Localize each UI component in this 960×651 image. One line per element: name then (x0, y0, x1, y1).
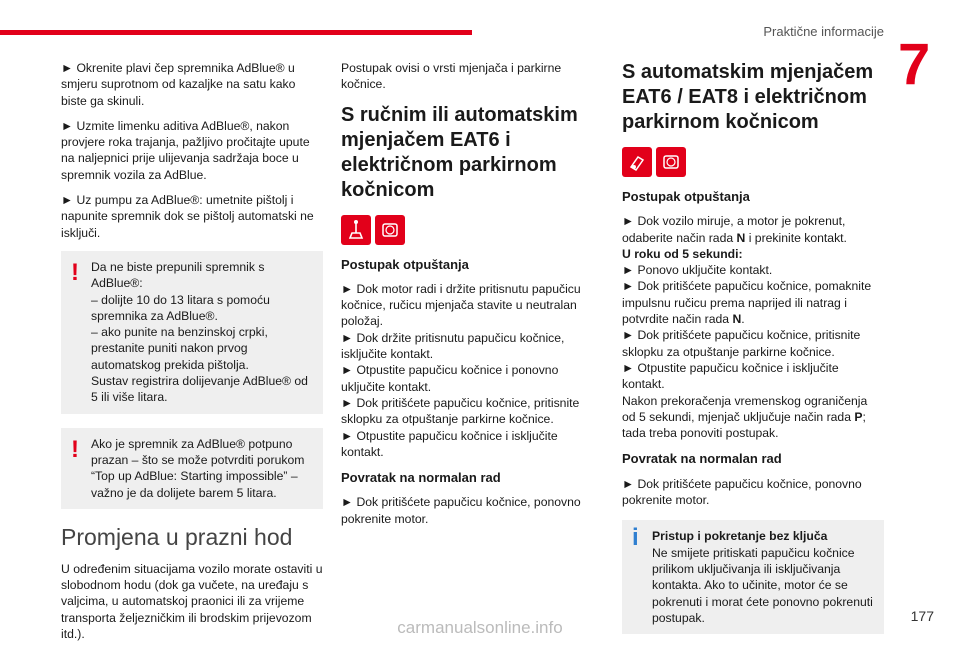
step-text: Nakon prekoračenja vremenskog ograničenja od 5 sekundi, mjenjač uključuje način rada (622, 393, 868, 424)
page-number: 177 (910, 608, 934, 624)
warning-line: – dolijte 10 do 13 litara s pomoću spremnika za AdBlue®. (91, 292, 270, 323)
step: ► Otpustite papučicu kočnice i ponovno uključite kontakt. (341, 363, 559, 394)
paragraph (622, 393, 884, 442)
chapter-number: 7 (898, 32, 931, 97)
info-title: Pristup i pokretanje bez ključa (652, 529, 828, 544)
step: ► Ponovo uključite kontakt. (622, 263, 773, 278)
column-right (622, 60, 884, 646)
paragraph: ► Uzmite limenku aditiva AdBlue®, nakon provjere roka trajanja, pažljivo pročitajte upute na naljepnici prije ulijevanja sadržaja boce u spremnik vozila za AdBlue. (61, 118, 310, 182)
mode-n: N (736, 230, 746, 245)
icon-row (622, 147, 884, 177)
subheading: Povratak na normalan rad (341, 470, 501, 486)
info-icon: i (632, 524, 639, 552)
section-heading: S automatskim mjenjačem EAT6 / EAT8 i električnom parkirnom kočnicom (622, 61, 874, 133)
exclamation-icon: ! (71, 435, 79, 463)
paragraph: Postupak ovisi o vrsti mjenjača i parkirne kočnice. (341, 61, 562, 92)
step: ► Dok pritišćete papučicu kočnice, pritisnite sklopku za otpuštanje parkirne kočnice. (341, 395, 580, 427)
warning-box (61, 428, 323, 509)
subheading: Povratak na normalan rad (622, 451, 782, 467)
exclamation-icon: ! (71, 258, 79, 286)
section-heading: Promjena u prazni hod (61, 523, 293, 550)
paragraph: U određenim situacijama vozilo morate ostaviti u slobodnom hodu (dok ga vučete, na uređaju s valjcima, u automatskoj praonici ili za vrijeme transporta željezničkim ili brodskim prijevozom itd.). (61, 561, 323, 642)
step-text: ; tada treba ponoviti postupak. (622, 409, 866, 441)
paragraph: ► Okrenite plavi čep spremnika AdBlue® u smjeru suprotnom od kazaljke na satu kako biste ga skinuli. (61, 61, 296, 108)
warning-line: – ako punite na benzinskoj crpki, prestanite puniti nakon prvog automatskog prekida pištolja. (91, 325, 268, 372)
time-note: U roku od 5 sekundi: (622, 246, 743, 261)
warning-line: Sustav registrira dolijevanje AdBlue® od 5 ili više litara. (91, 374, 308, 405)
mode-p: P (854, 409, 863, 424)
watermark: carmanualsonline.info (397, 618, 563, 637)
step: ► Dok motor radi i držite pritisnutu papučicu kočnice, ručicu mjenjača stavite u neutralan položaj. (341, 281, 581, 329)
step-text: ► Dok pritišćete papučicu kočnice, pomaknite impulsnu ručicu prema naprijed ili natrag i potvrdite način rada (622, 279, 872, 327)
subheading: Postupak otpuštanja (622, 189, 750, 204)
step: ► Otpustite papučicu kočnice i isključite kontakt. (622, 360, 839, 392)
step-text: . (741, 312, 745, 327)
step: ► Dok pritišćete papučicu kočnice, pritisnite sklopku za otpuštanje parkirne kočnice. (622, 328, 861, 359)
step (622, 213, 884, 246)
step: ► Otpustite papučicu kočnice i isključite kontakt. (341, 428, 558, 459)
paragraph: ► Uz pumpu za AdBlue®: umetnite pištolj i napunite spremnik dok se pištolj automatski ne isključi. (61, 193, 314, 240)
step (622, 278, 884, 327)
parking-brake-icon (375, 215, 405, 245)
gear-lever-icon (341, 215, 371, 245)
step-text: i prekinite kontakt. (745, 230, 847, 245)
top-accent-bar (0, 30, 472, 35)
icon-row (341, 215, 586, 245)
column-left (61, 60, 323, 651)
parking-brake-icon (656, 147, 686, 177)
section-header: Praktične informacije (763, 24, 884, 39)
step-text: ► Dok vozilo miruje, a motor je pokrenut, odaberite način rada (622, 214, 846, 245)
step: ► Dok pritišćete papučicu kočnice, ponovno pokrenite motor. (341, 495, 581, 526)
column-middle (341, 60, 586, 536)
warning-text: Ako je spremnik za AdBlue® potpuno prazan – što se može potvrditi porukom “Top up AdBlue: Starting impossible” – važno je da dolijete barem 5 litara. (91, 436, 305, 500)
mode-n: N (732, 312, 742, 327)
section-heading: S ručnim ili automatskim mjenjačem EAT6 i električnom parkirnom kočnicom (341, 103, 578, 201)
warning-line: Da ne biste prepunili spremnik s AdBlue®: (91, 259, 265, 291)
step: ► Dok držite pritisnutu papučicu kočnice, isključite kontakt. (341, 330, 565, 362)
info-text: Ne smijete pritiskati papučicu kočnice prilikom uključivanja ili isključivanja kontakta. Ako to učinite, motor će se pokrenuti i morat ćete ponovno pokrenuti postupak. (652, 545, 873, 625)
gear-selector-icon (622, 147, 652, 177)
step: ► Dok pritišćete papučicu kočnice, ponovno pokrenite motor. (622, 476, 862, 508)
subheading: Postupak otpuštanja (341, 256, 469, 272)
warning-box (61, 251, 323, 414)
